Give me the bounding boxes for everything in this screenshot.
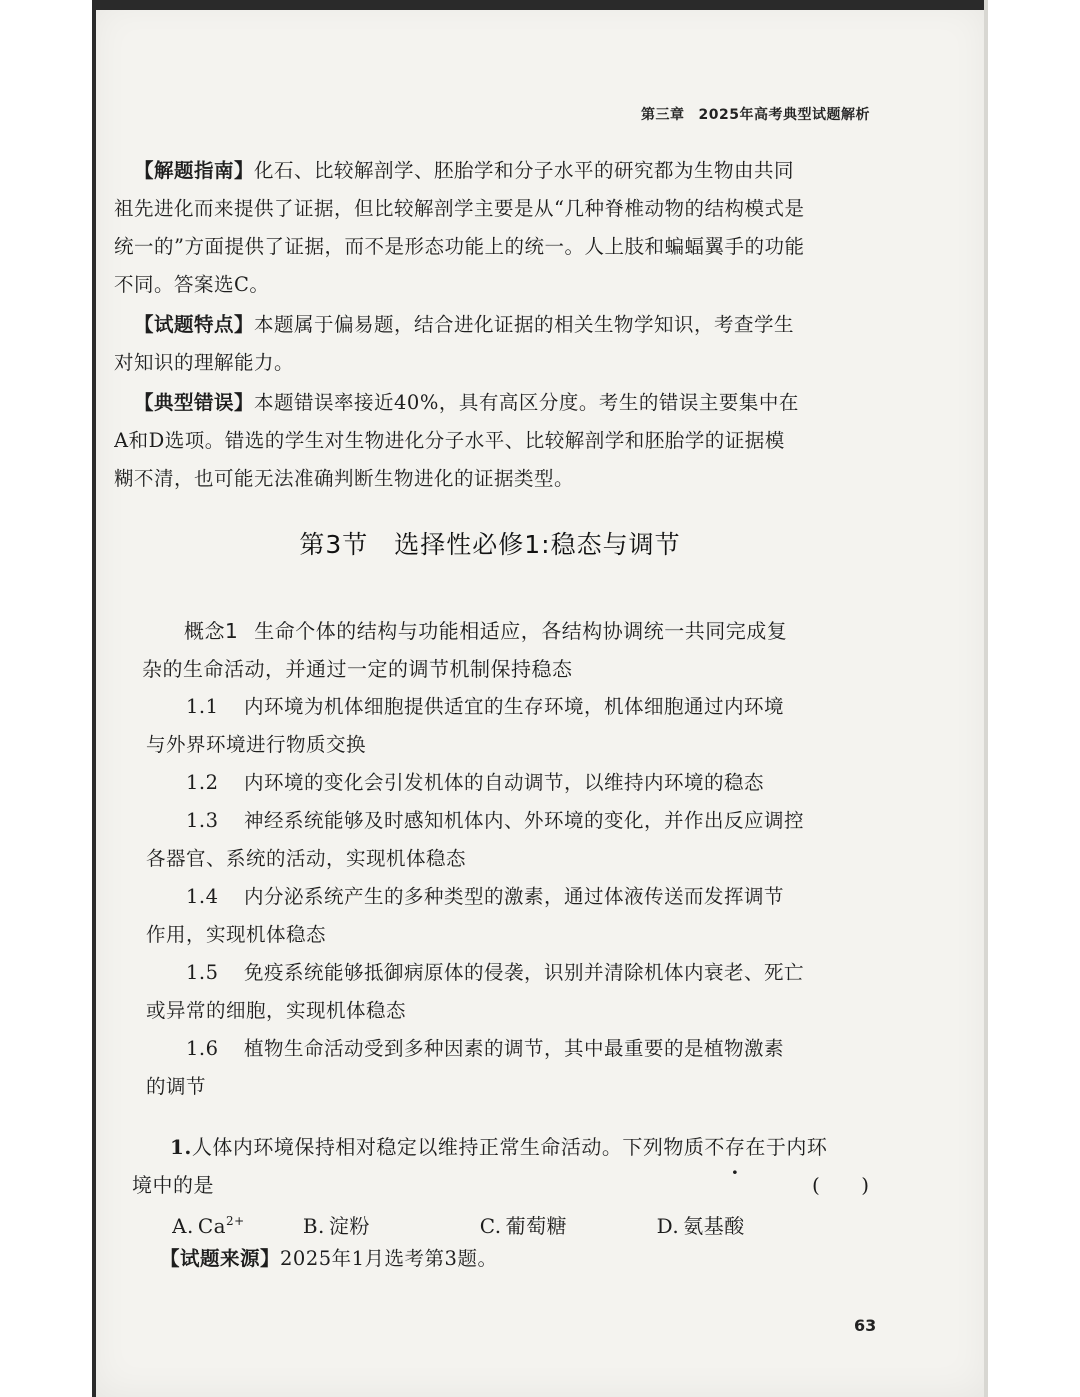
- option-text: 葡萄糖: [505, 1213, 568, 1238]
- section-name: 选择性必修1:稳态与调节: [394, 530, 681, 559]
- question-emphasis: 不存在: [704, 1135, 766, 1159]
- option-letter: A.: [172, 1213, 194, 1238]
- question-text-line2: 境中的是: [132, 1173, 214, 1197]
- section-number: 第3节: [299, 530, 369, 559]
- chapter-label: 第三章: [641, 107, 685, 123]
- option-superscript: 2+: [226, 1214, 245, 1228]
- question-number: 1.: [170, 1135, 192, 1159]
- subconcept-number: 1.6: [186, 1037, 219, 1060]
- subconcept-item: [146, 878, 784, 954]
- guide-line: 不同。答案选C。: [114, 273, 270, 296]
- book-title: 2025年高考典型试题解析: [698, 107, 870, 123]
- subconcept-line: 神经系统能够及时感知机体内、外环境的变化，并作出反应调控: [244, 809, 805, 832]
- source-label: 【试题来源】: [160, 1247, 281, 1270]
- subconcept-line: 各器官、系统的活动，实现机体稳态: [146, 847, 467, 870]
- subconcept-line: 免疫系统能够抵御病原体的侵袭，识别并清除机体内衰老、死亡: [244, 961, 805, 984]
- subconcept-line: 作用，实现机体稳态: [146, 923, 327, 946]
- subconcept-item: [146, 1030, 784, 1106]
- guide-line: 化石、比较解剖学、胚胎学和分子水平的研究都为生物由共同: [254, 159, 795, 182]
- subconcept-line: 植物生命活动受到多种因素的调节，其中最重要的是植物激素: [244, 1037, 785, 1060]
- running-header: [641, 104, 870, 124]
- subconcept-number: 1.3: [186, 809, 219, 832]
- errors-paragraph: [114, 384, 799, 498]
- concept-line: 杂的生命活动，并通过一定的调节机制保持稳态: [142, 657, 573, 681]
- subconcept-line: 内环境为机体细胞提供适宜的生存环境，机体细胞通过内环境: [244, 695, 785, 718]
- subconcept-item: [146, 954, 804, 1030]
- scan-border-top: [92, 0, 988, 10]
- concept-block: [142, 612, 787, 688]
- subconcept-number: 1.1: [186, 695, 219, 718]
- page-number: 63: [854, 1316, 877, 1335]
- subconcept-line: 的调节: [146, 1075, 207, 1098]
- answer-bracket: ( ): [812, 1173, 870, 1197]
- source-text: 2025年1月选考第3题。: [280, 1247, 498, 1270]
- question-options: [172, 1202, 745, 1245]
- option-c: [480, 1207, 650, 1245]
- features-paragraph: [114, 306, 794, 382]
- section-title: [0, 525, 980, 561]
- option-letter: C.: [479, 1213, 502, 1238]
- option-b: [303, 1207, 473, 1245]
- scan-border-left: [92, 0, 96, 1397]
- subconcept-item: [146, 802, 804, 878]
- guide-line: 祖先进化而来提供了证据，但比较解剖学主要是从“几种脊椎动物的结构模式是: [114, 197, 805, 220]
- errors-line: A和D选项。错选的学生对生物进化分子水平、比较解剖学和胚胎学的证据模: [114, 429, 785, 452]
- option-letter: B.: [302, 1213, 325, 1238]
- question-stem: [132, 1128, 882, 1204]
- guide-label: 【解题指南】: [134, 159, 255, 182]
- option-a: [172, 1202, 296, 1245]
- option-text: 氨基酸: [683, 1213, 745, 1238]
- features-line: 对知识的理解能力。: [114, 351, 295, 374]
- option-text: Ca: [197, 1213, 227, 1238]
- features-line: 本题属于偏易题，结合进化证据的相关生物学知识，考查学生: [254, 313, 795, 336]
- option-d: [657, 1207, 745, 1245]
- features-label: 【试题特点】: [134, 313, 255, 336]
- subconcept-number: 1.4: [186, 885, 219, 908]
- option-text: 淀粉: [328, 1213, 370, 1238]
- guide-paragraph: [114, 152, 804, 304]
- guide-line: 统一的”方面提供了证据，而不是形态功能上的统一。人上肢和蝙蝠翼手的功能: [114, 235, 805, 258]
- subconcept-line: 内环境的变化会引发机体的自动调节，以维持内环境的稳态: [244, 771, 765, 794]
- subconcept-number: 1.2: [186, 771, 219, 794]
- page-right-edge: [984, 0, 988, 1397]
- question-source: [160, 1240, 497, 1278]
- errors-label: 【典型错误】: [134, 391, 255, 414]
- errors-line: 本题错误率接近40%，具有高区分度。考生的错误主要集中在: [254, 391, 799, 414]
- subconcept-line: 内分泌系统产生的多种类型的激素，通过体液传送而发挥调节: [244, 885, 785, 908]
- subconcept-item: [146, 688, 784, 764]
- option-letter: D.: [656, 1213, 680, 1238]
- subconcept-number: 1.5: [186, 961, 219, 984]
- errors-line: 糊不清，也可能无法准确判断生物进化的证据类型。: [114, 467, 575, 490]
- question-text: 人体内环境保持相对稳定以维持正常生命活动。下列物质: [191, 1135, 705, 1159]
- question-text-tail: 于内环: [765, 1135, 828, 1159]
- concept-line: 生命个体的结构与功能相适应，各结构协调统一共同完成复: [254, 619, 788, 643]
- subconcept-item: [146, 764, 764, 802]
- subconcept-line: 或异常的细胞，实现机体稳态: [146, 999, 407, 1022]
- concept-label: 概念1: [184, 619, 239, 643]
- subconcept-line: 与外界环境进行物质交换: [146, 733, 367, 756]
